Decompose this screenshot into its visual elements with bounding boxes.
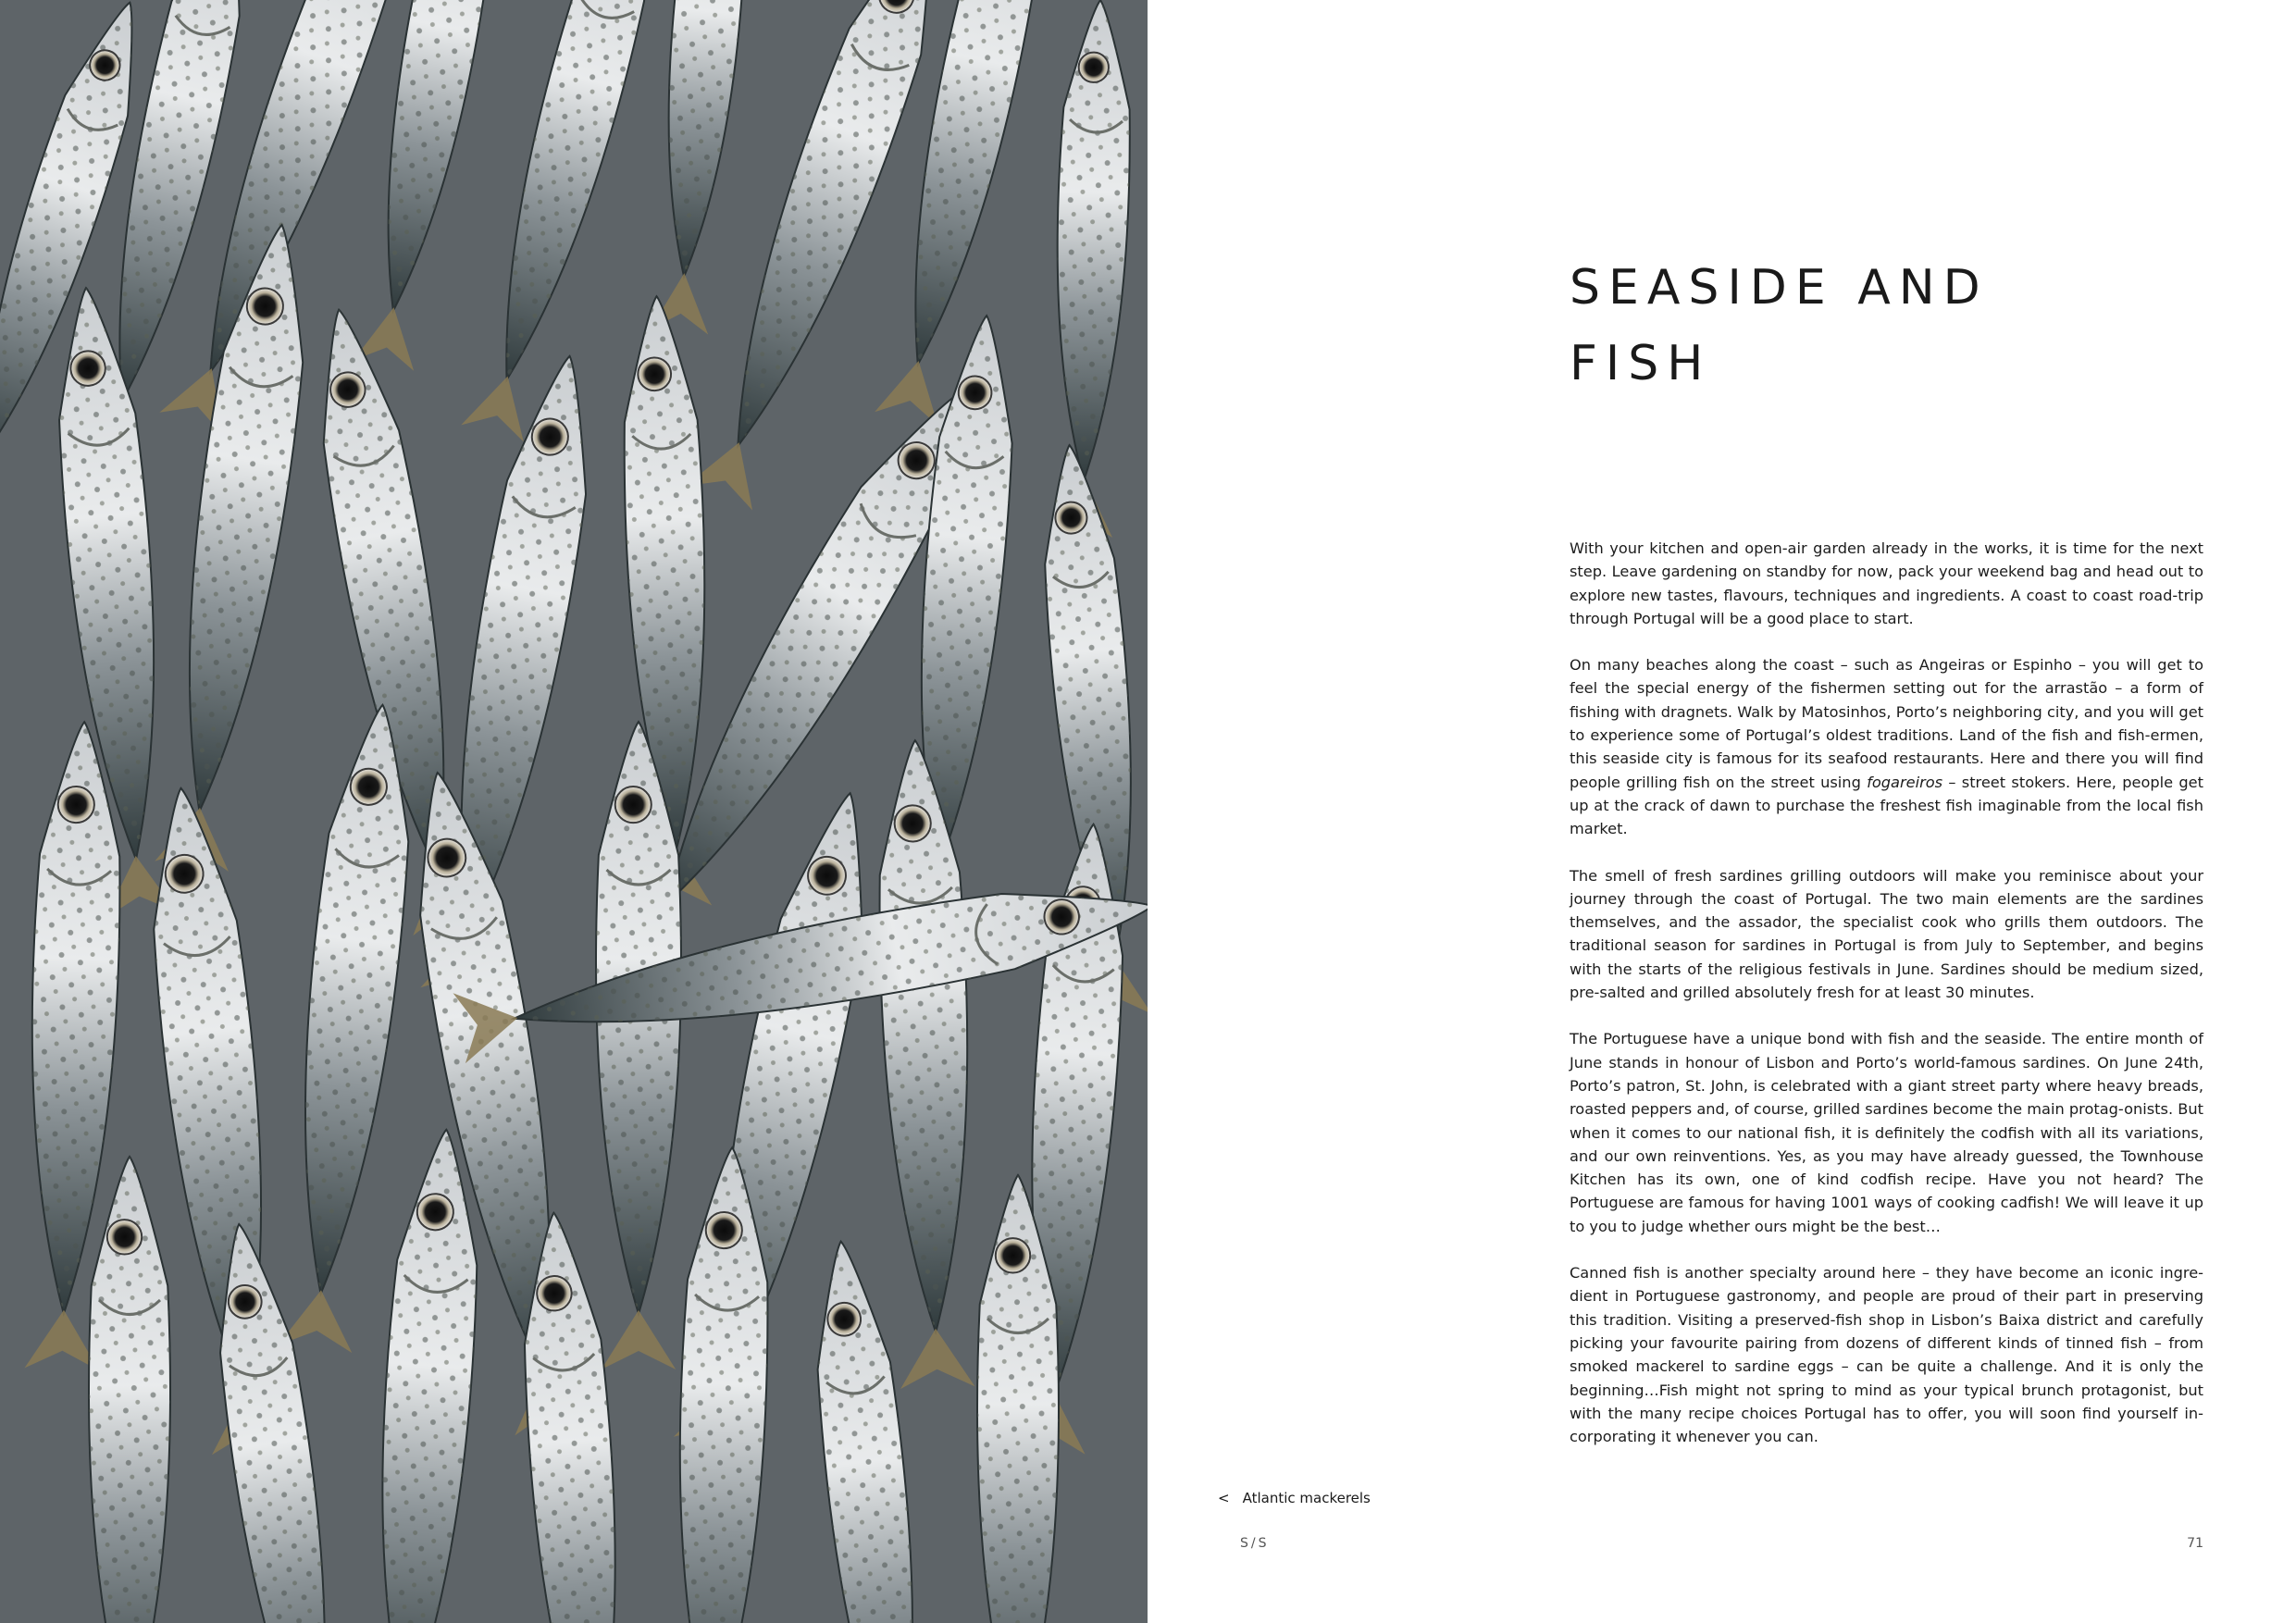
paragraph-text: Canned fish is another specialty around here – they have become an iconic ingre-dient in Portuguese gastronomy, and people are proud of their part in preserving this tradition. Visiting a preserved-fish shop in Lisbon’s Baixa district and carefully picking your favourite pairing from dozens of different kinds of tinned fish – from smoked mackerel to sardine eggs – can be quite a challenge. And it is only the beginning…Fish might not spring to mind as your typical brunch protagonist, but with the many recipe choices Portugal has to offer, you will soon find yourself in-corporating it whenever you can. <box>1570 1264 2203 1446</box>
title-line-2: FISH <box>1570 336 1712 391</box>
photo-caption <box>1218 1490 1371 1506</box>
paragraph-text: The smell of fresh sardines grilling outdoors will make you reminisce about your journey through the coast of Portugal. The two main elements are the sardines themselves, and the assador, the specialist cook who grills them outdoors. The traditional season for sardines in Portugal is from July to September, and begins with the starts of the religious festivals in June. Sardines should be medium sized, pre-salted and grilled absolutely fresh for at least 30 minutes. <box>1570 866 2203 1002</box>
paragraph <box>1570 864 2203 1005</box>
paragraph-text: – street stokers. Here, people get up at the crack of dawn to purchase the freshest fish imaginable from the local fish market. <box>1570 773 2203 838</box>
page-number: 71 <box>2187 1536 2203 1551</box>
paragraph-text: The Portuguese have a unique bond with fish and the seaside. The entire month of June stands in honour of Lisbon and Porto’s world-famous sardines. On June 24th, Porto’s patron, St. John, is celebrated with a giant street party where heavy breads, roasted peppers and, of course, grilled sardines become the main protag-onists. But when it comes to our national fish, it is definitely the codfish with all its variations, and our own reinventions. Yes, as you may have already guessed, the Townhouse Kitchen has its own, one of kind codfish recipe. Have you not heard? The Portuguese are famous for having 1001 ways of cooking cadfish! We will leave it up to you to judge whether ours might be the best… <box>1570 1030 2203 1235</box>
paragraph <box>1570 537 2203 630</box>
paragraph-text: On many beaches along the coast – such as Angeiras or Espinho – you will get to feel the special energy of the fishermen setting out for the arrastão – a form of fishing with dragnets. Walk by Matosinhos, Porto’s neighboring city, and you will get to experience some of Portugal’s oldest traditions. Land of the fish and fish-ermen, this seaside city is famous for its seafood restaurants. Here and there you will find people grilling fish on the street using <box>1570 656 2203 791</box>
article-body <box>1570 537 2203 1471</box>
page-title <box>1570 250 2143 402</box>
title-line-1: SEASIDE AND <box>1570 260 1989 316</box>
caption-arrow-icon: < <box>1218 1490 1230 1506</box>
paragraph-text: With your kitchen and open-air garden already in the works, it is time for the next step. Leave gardening on standby for now, pack your weekend bag and head out to explore new tastes, flavours, techniques and ingredients. A coast to coast road-trip through Portugal will be a good place to start. <box>1570 539 2203 627</box>
paragraph <box>1570 1027 2203 1238</box>
paragraph <box>1570 1261 2203 1448</box>
caption-text: Atlantic mackerels <box>1242 1490 1371 1506</box>
footer-section-label: S/S <box>1240 1536 1270 1551</box>
paragraph <box>1570 653 2203 840</box>
italic-term: fogareiros <box>1867 773 1943 791</box>
